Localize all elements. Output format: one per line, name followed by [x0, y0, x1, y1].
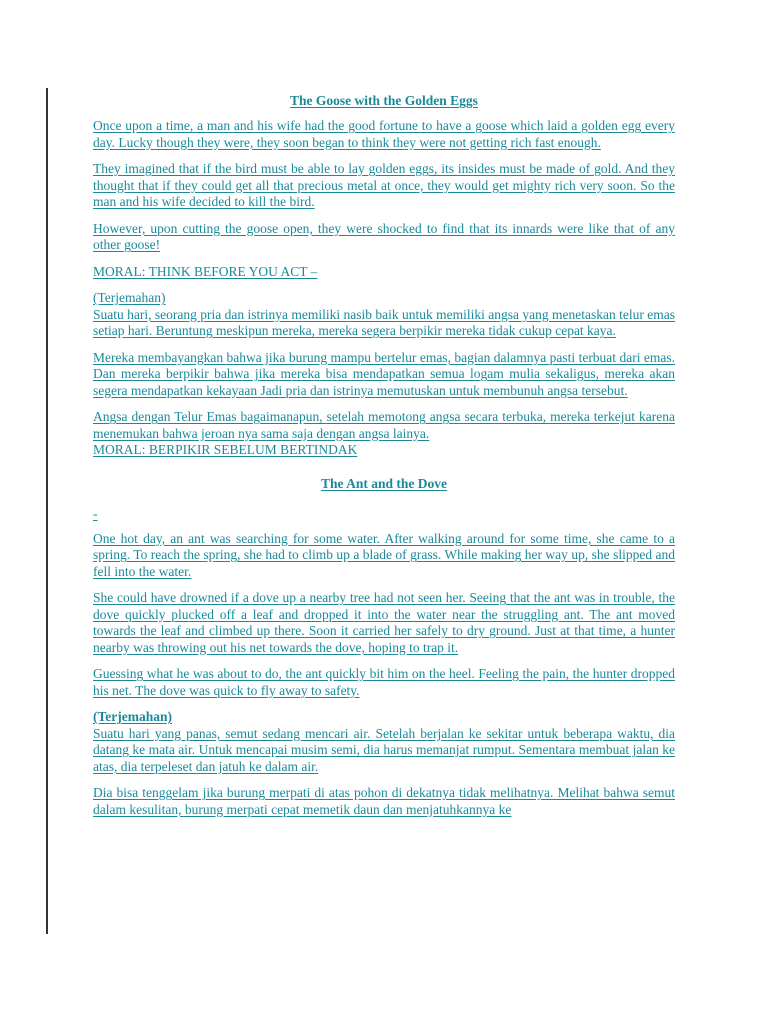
story1-paragraph-3-link[interactable]: However, upon cutting the goose open, they were shocked to find that its innards were like that of any other goose!	[93, 220, 675, 252]
story2-dash-link[interactable]: -	[93, 505, 98, 521]
story1-translation-paragraph-3-link[interactable]: Angsa dengan Telur Emas bagaimanapun, setelah memotong angsa secara terbuka, mereka terkejut karena menemukan bahwa jeroan nya sama saja dengan angsa lainya.	[93, 409, 675, 441]
story1-translation-label-link[interactable]: (Terjemahan)	[93, 290, 166, 305]
story2-paragraph-2	[93, 590, 675, 656]
story2-paragraph-1-link[interactable]: One hot day, an ant was searching for some water. After walking around for some time, she came to a spring. To reach the spring, she had to climb up a blade of grass. While making her way up, she slipped and fell into the water.	[93, 530, 675, 579]
story1-moral-link[interactable]: MORAL: THINK BEFORE YOU ACT –	[93, 263, 318, 279]
story2-title	[93, 475, 675, 492]
story1-translation-paragraph-3	[93, 409, 675, 442]
story1-translation-paragraph-1	[93, 307, 675, 340]
story1-translation-label	[93, 290, 675, 307]
story2-title-link[interactable]: The Ant and the Dove	[320, 475, 447, 491]
story1-paragraph-2-link[interactable]: They imagined that if the bird must be able to lay golden eggs, its insides must be made of gold. And they thought that if they could get all that precious metal at once, they would get mighty rich very soon. So the man and his wife decided to kill the bird.	[93, 161, 675, 209]
story2-translation-paragraph-2	[93, 785, 675, 818]
story1-paragraph-1	[93, 118, 675, 151]
story1-paragraph-3	[93, 221, 675, 254]
story2-translation-paragraph-1	[93, 726, 675, 776]
story1-translation-paragraph-2	[93, 350, 675, 400]
story1-translation-moral-link[interactable]: MORAL: BERPIKIR SEBELUM BERTINDAK	[93, 442, 358, 457]
story1-translation-paragraph-2-link[interactable]: Mereka membayangkan bahwa jika burung mampu bertelur emas, bagian dalamnya pasti terbuat dari emas. Dan mereka berpikir bahwa jika mereka bisa mendapatkan semua logam mulia sekaligus, mereka akan segera mendapatkan kekayaan Jadi pria dan istrinya memutuskan untuk membunuh angsa tersebut.	[93, 349, 675, 398]
story2-translation-label	[93, 709, 675, 726]
story2-dash	[93, 505, 675, 521]
story1-translation-moral	[93, 442, 675, 459]
story1-title	[93, 92, 675, 109]
story2-paragraph-3-link[interactable]: Guessing what he was about to do, the ant quickly bit him on the heel. Feeling the pain, the hunter dropped his net. The dove was quick to fly away to safety.	[93, 666, 675, 698]
story1-title-link[interactable]: The Goose with the Golden Eggs	[290, 93, 478, 108]
story1-paragraph-1-link[interactable]: Once upon a time, a man and his wife had the good fortune to have a goose which laid a golden egg every day. Lucky though they were, they soon began to think they were not getting rich fast enough.	[93, 118, 675, 150]
story1-moral	[93, 264, 675, 281]
story2-paragraph-1	[93, 531, 675, 581]
document-content	[93, 92, 675, 828]
story2-translation-paragraph-2-link[interactable]: Dia bisa tenggelam jika burung merpati di atas pohon di dekatnya tidak melihatnya. Melihat bahwa semut dalam kesulitan, burung merpati cepat memetik daun dan menjatuhkannya ke	[93, 785, 675, 817]
story2-translation-paragraph-1-link[interactable]: Suatu hari yang panas, semut sedang mencari air. Setelah berjalan ke sekitar untuk beberapa waktu, dia datang ke mata air. Untuk mencapai musim semi, dia harus memanjat rumput. Sementara membuat jalan ke atas, dia terpeleset dan jatuh ke dalam air.	[93, 725, 675, 774]
story2-paragraph-2-link[interactable]: She could have drowned if a dove up a nearby tree had not seen her. Seeing that the ant was in trouble, the dove quickly plucked off a leaf and dropped it into the water near the struggling ant. The ant moved towards the leaf and climbed up there. Soon it carried her safely to dry ground. Just at that time, a hunter nearby was throwing out his net towards the dove, hoping to trap it.	[93, 590, 675, 655]
story2-paragraph-3	[93, 666, 675, 699]
story1-paragraph-2	[93, 161, 675, 211]
story1-translation-paragraph-1-link[interactable]: Suatu hari, seorang pria dan istrinya memiliki nasib baik untuk memiliki angsa yang menetaskan telur emas setiap hari. Beruntung meskipun mereka, mereka segera berpikir mereka tidak cukup cepat kaya.	[93, 306, 675, 338]
margin-rule	[46, 88, 48, 934]
story2-translation-label-link[interactable]: (Terjemahan)	[93, 709, 172, 724]
